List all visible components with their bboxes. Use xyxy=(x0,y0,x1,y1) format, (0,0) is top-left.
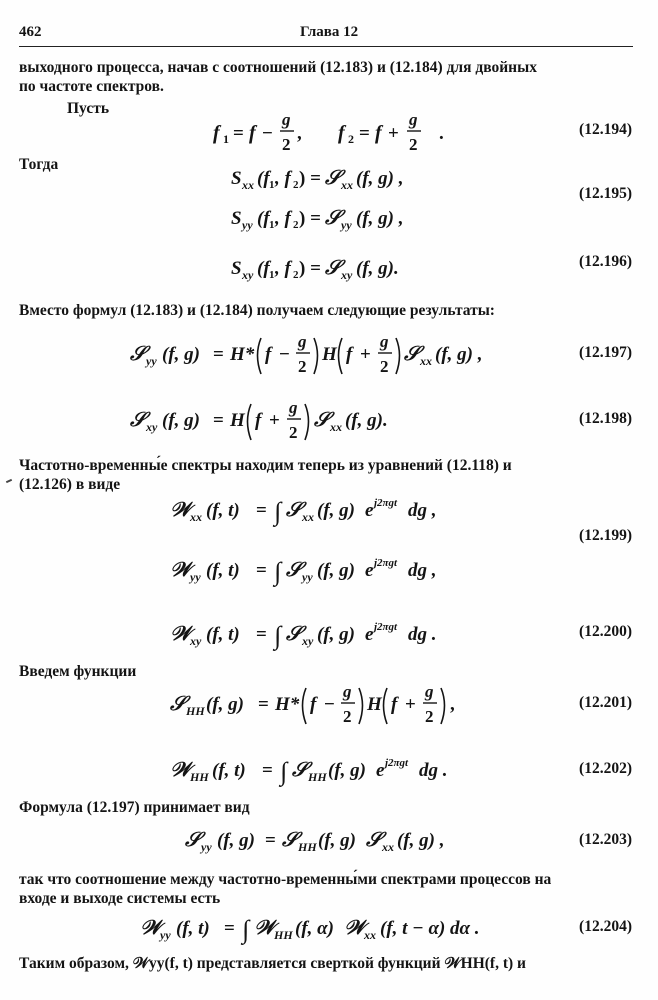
svg-text:−: − xyxy=(324,694,335,715)
equation-number: (12.200) xyxy=(579,623,632,640)
svg-text:2: 2 xyxy=(298,357,307,376)
svg-text:(f, g) ,: (f, g) , xyxy=(435,344,483,365)
equation-number: (12.198) xyxy=(579,410,632,427)
svg-text:𝒮: 𝒮 xyxy=(404,343,420,365)
equation-number: (12.197) xyxy=(579,344,632,361)
svg-text:2: 2 xyxy=(293,219,299,231)
svg-text:+: + xyxy=(388,123,399,144)
svg-text:yy: yy xyxy=(160,928,171,942)
equation-12-196 xyxy=(225,250,465,286)
equation-number: (12.196) xyxy=(579,253,632,270)
svg-text:=: = xyxy=(359,123,370,144)
svg-text:2: 2 xyxy=(293,269,299,281)
equation-12-195 xyxy=(225,162,465,262)
svg-text:g: g xyxy=(343,682,352,701)
svg-text:f: f xyxy=(391,694,398,715)
svg-text:(f, g).: (f, g). xyxy=(356,258,399,279)
svg-text:xx: xx xyxy=(302,510,314,524)
svg-text:𝒮: 𝒮 xyxy=(130,343,146,365)
equation-12-202 xyxy=(170,750,500,790)
equation-12-201 xyxy=(170,680,500,730)
svg-text:e: e xyxy=(365,560,374,581)
svg-text:=: = xyxy=(233,123,244,144)
equation-number: (12.199) xyxy=(579,527,632,544)
svg-text:yy: yy xyxy=(190,570,201,584)
svg-text:=: = xyxy=(224,918,235,939)
paragraph-5-line-1: Частотно-временны́е спектры находим теперь из уравнений (12.118) и xyxy=(19,457,512,474)
svg-text:𝒮: 𝒮 xyxy=(292,759,308,781)
svg-text:xy: xy xyxy=(302,634,314,648)
svg-text:(f: (f xyxy=(257,168,270,189)
margin-mark xyxy=(6,479,12,483)
svg-text:2: 2 xyxy=(348,132,354,146)
paragraph-let: Пусть xyxy=(67,100,110,117)
svg-text:f: f xyxy=(255,410,262,431)
svg-text:𝒮: 𝒮 xyxy=(325,207,341,229)
paragraph-formula: Формула (12.197) принимает вид xyxy=(19,799,250,816)
svg-text:H*: H* xyxy=(275,694,300,715)
svg-text:=: = xyxy=(213,344,224,365)
svg-text:f: f xyxy=(310,694,317,715)
equation-12-200 xyxy=(170,614,490,654)
paragraph-9: Таким образом, 𝒲yy(f, t) представляется сверткой функций 𝒲HH(f, t) и xyxy=(19,955,526,972)
svg-text:2: 2 xyxy=(380,357,389,376)
svg-text:∫: ∫ xyxy=(242,915,250,944)
svg-text:(f: (f xyxy=(257,258,270,279)
svg-text:𝒮: 𝒮 xyxy=(314,409,330,431)
svg-text:j2πgt: j2πgt xyxy=(374,621,398,633)
svg-text:(f, g): (f, g) xyxy=(206,694,244,715)
svg-text:f: f xyxy=(338,122,345,144)
svg-text:HH: HH xyxy=(186,704,205,718)
svg-text:(f, g).: (f, g). xyxy=(345,410,388,431)
svg-text:H: H xyxy=(230,410,245,431)
svg-text:H: H xyxy=(367,694,382,715)
svg-text:=: = xyxy=(213,410,224,431)
svg-text:∫: ∫ xyxy=(274,497,282,526)
svg-text:xy: xy xyxy=(146,420,158,434)
equation-number: (12.203) xyxy=(579,831,632,848)
svg-text:∫: ∫ xyxy=(280,757,288,786)
svg-text:𝒮: 𝒮 xyxy=(366,829,382,851)
svg-text:xy: xy xyxy=(242,268,254,282)
svg-text:dg .: dg . xyxy=(408,624,437,645)
svg-text:2: 2 xyxy=(343,707,352,726)
svg-text:j2πgt: j2πgt xyxy=(374,497,398,509)
svg-text:(f, g): (f, g) xyxy=(162,410,200,431)
svg-text:𝒮: 𝒮 xyxy=(325,257,341,279)
svg-text:xy: xy xyxy=(190,634,202,648)
header-rule xyxy=(19,46,633,47)
svg-text:(f, g) ,: (f, g) , xyxy=(356,168,404,189)
svg-text:HH: HH xyxy=(308,770,327,784)
svg-text:yy: yy xyxy=(201,840,212,854)
svg-text:,: , xyxy=(297,123,302,144)
svg-text:,: , xyxy=(450,694,455,715)
svg-text:g: g xyxy=(380,332,389,351)
svg-text:yy: yy xyxy=(341,218,352,232)
svg-text:(f, t): (f, t) xyxy=(176,918,210,939)
svg-text:, f: , f xyxy=(275,168,291,189)
svg-text:xx: xx xyxy=(341,178,353,192)
svg-text:1: 1 xyxy=(269,179,275,191)
svg-text:(f, t): (f, t) xyxy=(206,560,240,581)
paragraph-introduce: Введем функции xyxy=(19,663,137,680)
svg-text:(f: (f xyxy=(257,208,270,229)
svg-text:𝒮: 𝒮 xyxy=(185,829,201,851)
paragraph-8-line-1: так что соотношение между частотно-временны́ми спектрами процессов на xyxy=(19,871,552,888)
svg-text:𝒮: 𝒮 xyxy=(286,559,302,581)
svg-text:g: g xyxy=(282,110,291,129)
svg-text:(f, g) ,: (f, g) , xyxy=(397,830,445,851)
svg-text:𝒮: 𝒮 xyxy=(286,499,302,521)
svg-text:𝒲: 𝒲 xyxy=(344,917,365,939)
page-number: 462 xyxy=(19,24,42,40)
svg-text:𝒮: 𝒮 xyxy=(282,829,298,851)
equation-number: (12.194) xyxy=(579,121,632,138)
svg-text:e: e xyxy=(365,624,374,645)
svg-text:yy: yy xyxy=(242,218,253,232)
svg-text:(f, t): (f, t) xyxy=(212,760,246,781)
svg-text:dg ,: dg , xyxy=(408,500,437,521)
paragraph-1-line-2: по частоте спектров. xyxy=(19,78,164,95)
svg-text:j2πgt: j2πgt xyxy=(385,757,409,769)
svg-text:𝒲: 𝒲 xyxy=(170,499,191,521)
svg-text:𝒮: 𝒮 xyxy=(286,623,302,645)
svg-text:xx: xx xyxy=(420,354,432,368)
svg-text:j2πgt: j2πgt xyxy=(374,557,398,569)
svg-text:(f, t): (f, t) xyxy=(206,500,240,521)
svg-text:2: 2 xyxy=(293,179,299,191)
svg-text:.: . xyxy=(439,123,444,144)
svg-text:e: e xyxy=(376,760,385,781)
svg-text:+: + xyxy=(360,344,371,365)
svg-text:2: 2 xyxy=(289,423,298,442)
svg-text:yy: yy xyxy=(146,354,157,368)
svg-text:H: H xyxy=(322,344,337,365)
svg-text:xx: xx xyxy=(242,178,254,192)
svg-text:dg ,: dg , xyxy=(408,560,437,581)
svg-text:xx: xx xyxy=(364,928,376,942)
svg-text:𝒮: 𝒮 xyxy=(130,409,146,431)
svg-text:(f, t − α) dα .: (f, t − α) dα . xyxy=(380,918,480,939)
svg-text:yy: yy xyxy=(302,570,313,584)
svg-text:S: S xyxy=(231,258,242,279)
svg-text:g: g xyxy=(425,682,434,701)
svg-text:𝒲: 𝒲 xyxy=(254,917,275,939)
svg-text:∫: ∫ xyxy=(274,621,282,650)
svg-text:(f, t): (f, t) xyxy=(206,624,240,645)
svg-text:g: g xyxy=(298,332,307,351)
svg-text:xx: xx xyxy=(382,840,394,854)
paragraph-instead: Вместо формул (12.183) и (12.184) получаем следующие результаты: xyxy=(19,302,495,319)
equation-12-197 xyxy=(130,330,530,380)
svg-text:xy: xy xyxy=(341,268,353,282)
svg-text:) =: ) = xyxy=(299,258,321,279)
chapter-title: Глава 12 xyxy=(300,24,359,40)
paragraph-5-line-2: (12.126) в виде xyxy=(19,476,121,493)
svg-text:∫: ∫ xyxy=(274,557,282,586)
svg-text:g: g xyxy=(289,398,298,417)
svg-text:𝒲: 𝒲 xyxy=(170,759,191,781)
svg-text:2: 2 xyxy=(282,135,291,154)
equation-12-203 xyxy=(185,820,505,860)
equation-12-194 xyxy=(213,110,473,156)
svg-text:(f, g) ,: (f, g) , xyxy=(356,208,404,229)
svg-text:1: 1 xyxy=(223,132,229,146)
paragraph-1-line-1: выходного процесса, начав с соотношений (12.183) и (12.184) для двойных xyxy=(19,59,537,76)
svg-text:HH: HH xyxy=(190,770,209,784)
svg-text:−: − xyxy=(262,123,273,144)
svg-text:H*: H* xyxy=(230,344,255,365)
svg-text:S: S xyxy=(231,168,242,189)
svg-text:xx: xx xyxy=(330,420,342,434)
svg-text:, f: , f xyxy=(275,258,291,279)
svg-text:S: S xyxy=(231,208,242,229)
svg-text:HH: HH xyxy=(298,840,317,854)
svg-text:2: 2 xyxy=(425,707,434,726)
svg-text:=: = xyxy=(258,694,269,715)
svg-text:xx: xx xyxy=(190,510,202,524)
svg-text:f: f xyxy=(375,122,382,144)
svg-text:(f, g): (f, g) xyxy=(217,830,255,851)
svg-text:𝒲: 𝒲 xyxy=(140,917,161,939)
svg-text:e: e xyxy=(365,500,374,521)
equation-12-198 xyxy=(130,396,430,446)
svg-text:(f, g): (f, g) xyxy=(317,560,355,581)
svg-text:(f, g): (f, g) xyxy=(162,344,200,365)
svg-text:=: = xyxy=(265,830,276,851)
svg-text:f: f xyxy=(346,344,353,365)
svg-text:𝒮: 𝒮 xyxy=(170,693,186,715)
svg-text:=: = xyxy=(256,560,267,581)
equation-number: (12.195) xyxy=(579,185,632,202)
svg-text:(f, g): (f, g) xyxy=(317,624,355,645)
svg-text:+: + xyxy=(405,694,416,715)
svg-text:HH: HH xyxy=(274,928,293,942)
svg-text:f: f xyxy=(249,122,256,144)
svg-text:2: 2 xyxy=(409,135,418,154)
svg-text:(f, g): (f, g) xyxy=(328,760,366,781)
equation-number: (12.201) xyxy=(579,694,632,711)
svg-text:+: + xyxy=(269,410,280,431)
svg-text:g: g xyxy=(409,110,418,129)
svg-text:=: = xyxy=(256,624,267,645)
svg-text:) =: ) = xyxy=(299,168,321,189)
svg-text:, f: , f xyxy=(275,208,291,229)
equation-12-204 xyxy=(140,908,520,948)
svg-text:(f, g): (f, g) xyxy=(317,500,355,521)
svg-text:𝒲: 𝒲 xyxy=(170,559,191,581)
paragraph-8-line-2: входе и выходе системы есть xyxy=(19,890,221,907)
svg-text:f: f xyxy=(265,344,272,365)
svg-text:=: = xyxy=(262,760,273,781)
svg-text:=: = xyxy=(256,500,267,521)
equation-12-199 xyxy=(170,490,490,590)
svg-text:(f, α): (f, α) xyxy=(295,918,334,939)
svg-text:1: 1 xyxy=(269,269,275,281)
paragraph-then: Тогда xyxy=(19,156,59,173)
svg-text:−: − xyxy=(279,344,290,365)
equation-number: (12.204) xyxy=(579,918,632,935)
svg-text:𝒮: 𝒮 xyxy=(325,167,341,189)
svg-text:) =: ) = xyxy=(299,208,321,229)
svg-text:𝒲: 𝒲 xyxy=(170,623,191,645)
svg-text:(f, g): (f, g) xyxy=(318,830,356,851)
svg-text:dg .: dg . xyxy=(419,760,448,781)
equation-number: (12.202) xyxy=(579,760,632,777)
svg-text:f: f xyxy=(213,122,220,144)
svg-text:1: 1 xyxy=(269,219,275,231)
